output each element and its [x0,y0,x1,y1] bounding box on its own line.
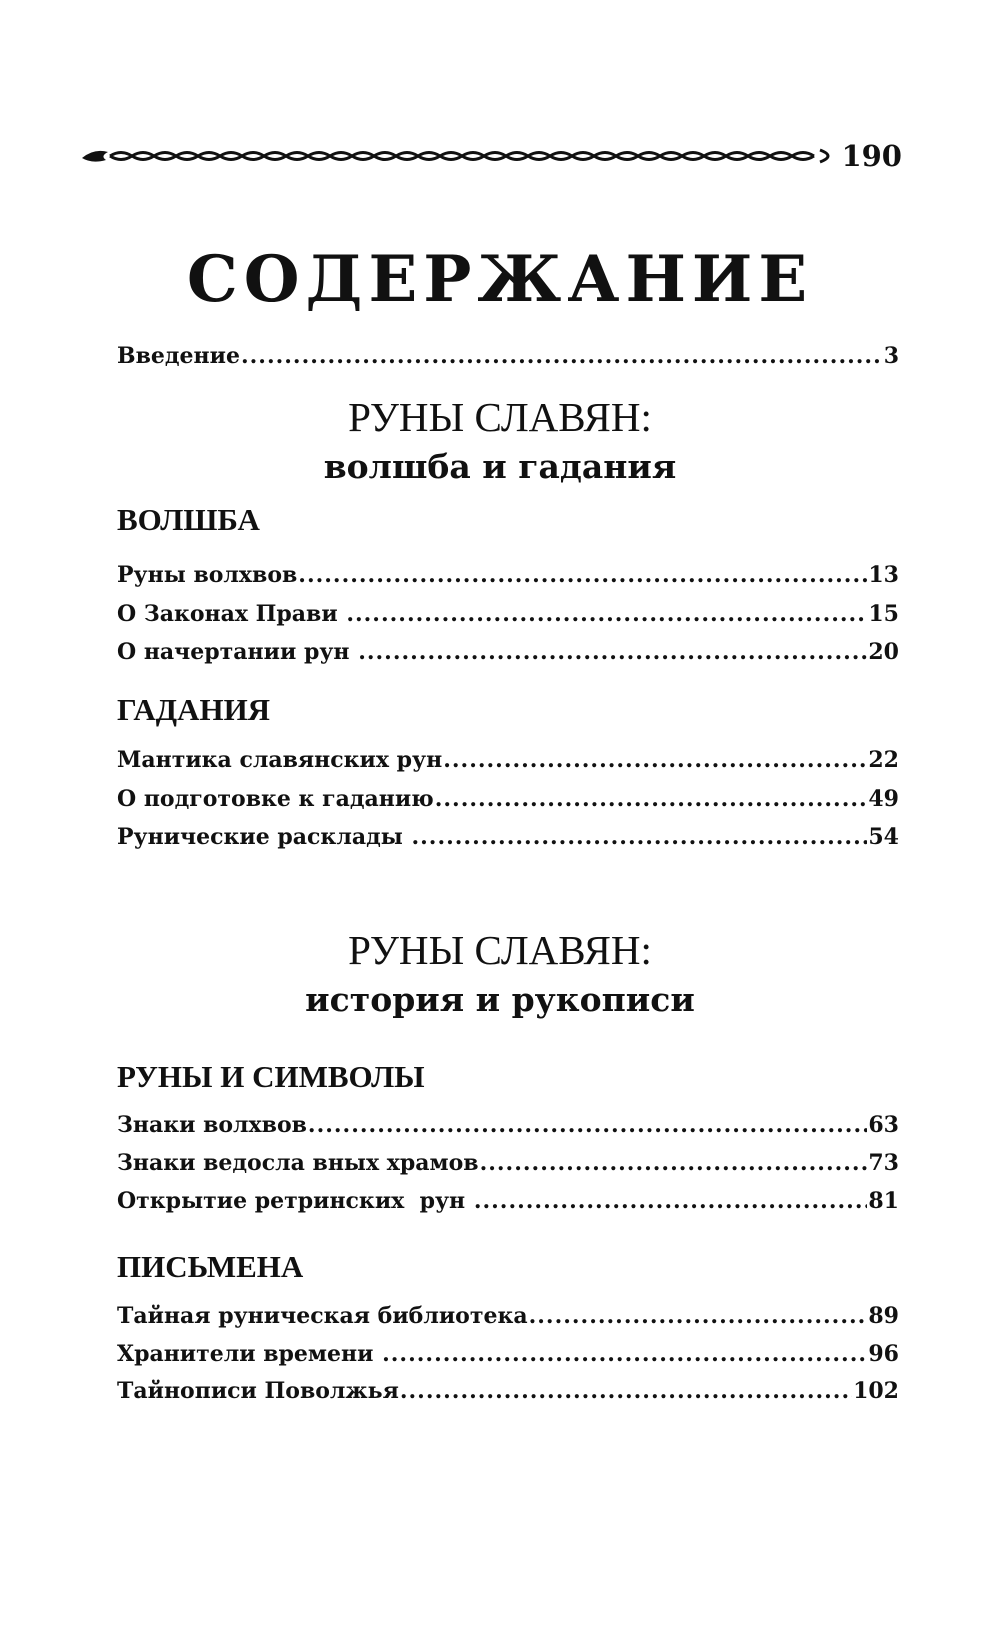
toc-entry-page: 102 [853,1378,899,1404]
toc-entry-title: О начертании рун [117,639,358,665]
toc-entry-page: 22 [868,747,899,773]
part-subtitle: волшба и гадания [323,447,677,486]
dot-leader [529,1298,868,1334]
part-subtitle: история и рукописи [305,980,695,1019]
section-heading-runy-i-simvoly: РУНЫ И СИМВОЛЫ [117,1059,425,1094]
dot-leader [435,781,868,817]
running-header [80,138,902,174]
dot-leader [443,742,867,778]
toc-entry-title: Рунические расклады [117,824,411,850]
part-heading-1 [0,392,1000,492]
toc-entry-page: 49 [868,786,899,812]
section-heading-gadaniya: ГАДАНИЯ [117,692,271,727]
toc-entry-page: 13 [868,562,899,588]
toc-entry-title: О Законах Прави [117,601,346,627]
toc-entry-title: Хранители времени [117,1341,382,1367]
toc-entry-page: 3 [883,343,899,369]
toc-entry [117,742,899,778]
toc-entry-title: Открытие ретринских рун [117,1188,473,1214]
toc-entry-page: 15 [868,601,899,627]
braided-ornament-divider [80,138,838,174]
toc-entry-title: Знаки волхвов [117,1112,307,1138]
toc-entry [117,1373,899,1409]
dot-leader [298,557,867,593]
toc-entry [117,1183,899,1219]
toc-entry [117,781,899,817]
toc-entry [117,1336,899,1372]
dot-leader [411,819,867,855]
toc-entry-page: 73 [868,1150,899,1176]
page-number: 190 [841,139,902,173]
dot-leader [308,1107,867,1143]
toc-entry-intro [117,338,899,374]
part-heading-2 [0,925,1000,1025]
toc-entry-page: 89 [868,1303,899,1329]
section-heading-pismena: ПИСЬМЕНА [117,1249,304,1284]
toc-entry-page: 81 [868,1188,899,1214]
part-title: РУНЫ СЛАВЯН: [348,394,652,440]
toc-entry-title: Знаки ведосла вных храмов [117,1150,479,1176]
dot-leader [480,1145,868,1181]
toc-entry [117,634,899,670]
dot-leader [400,1373,852,1409]
dot-leader [346,596,867,632]
dot-leader [474,1183,868,1219]
section-heading-volshba: ВОЛШБА [117,502,260,537]
toc-entry [117,1145,899,1181]
toc-title: СОДЕРЖАНИЕ [186,242,814,317]
toc-entry-title: Мантика славянских рун [117,747,443,773]
toc-entry [117,557,899,593]
toc-entry-title: Введение [117,343,240,369]
toc-entry-title: Тайнописи Поволжья [117,1378,399,1404]
toc-entry-title: Тайная руническая библиотека [117,1303,528,1329]
toc-entry-page: 54 [868,824,899,850]
toc-entry-title: Руны волхвов [117,562,298,588]
dot-leader [382,1336,867,1372]
toc-entry [117,1298,899,1334]
toc-entry-page: 96 [868,1341,899,1367]
dot-leader [358,634,867,670]
dot-leader [241,338,883,374]
part-title: РУНЫ СЛАВЯН: [348,927,652,973]
toc-entry-page: 20 [868,639,899,665]
toc-entry-page: 63 [868,1112,899,1138]
toc-entry [117,1107,899,1143]
toc-entry-title: О подготовке к гаданию [117,786,434,812]
toc-entry [117,596,899,632]
toc-entry [117,819,899,855]
